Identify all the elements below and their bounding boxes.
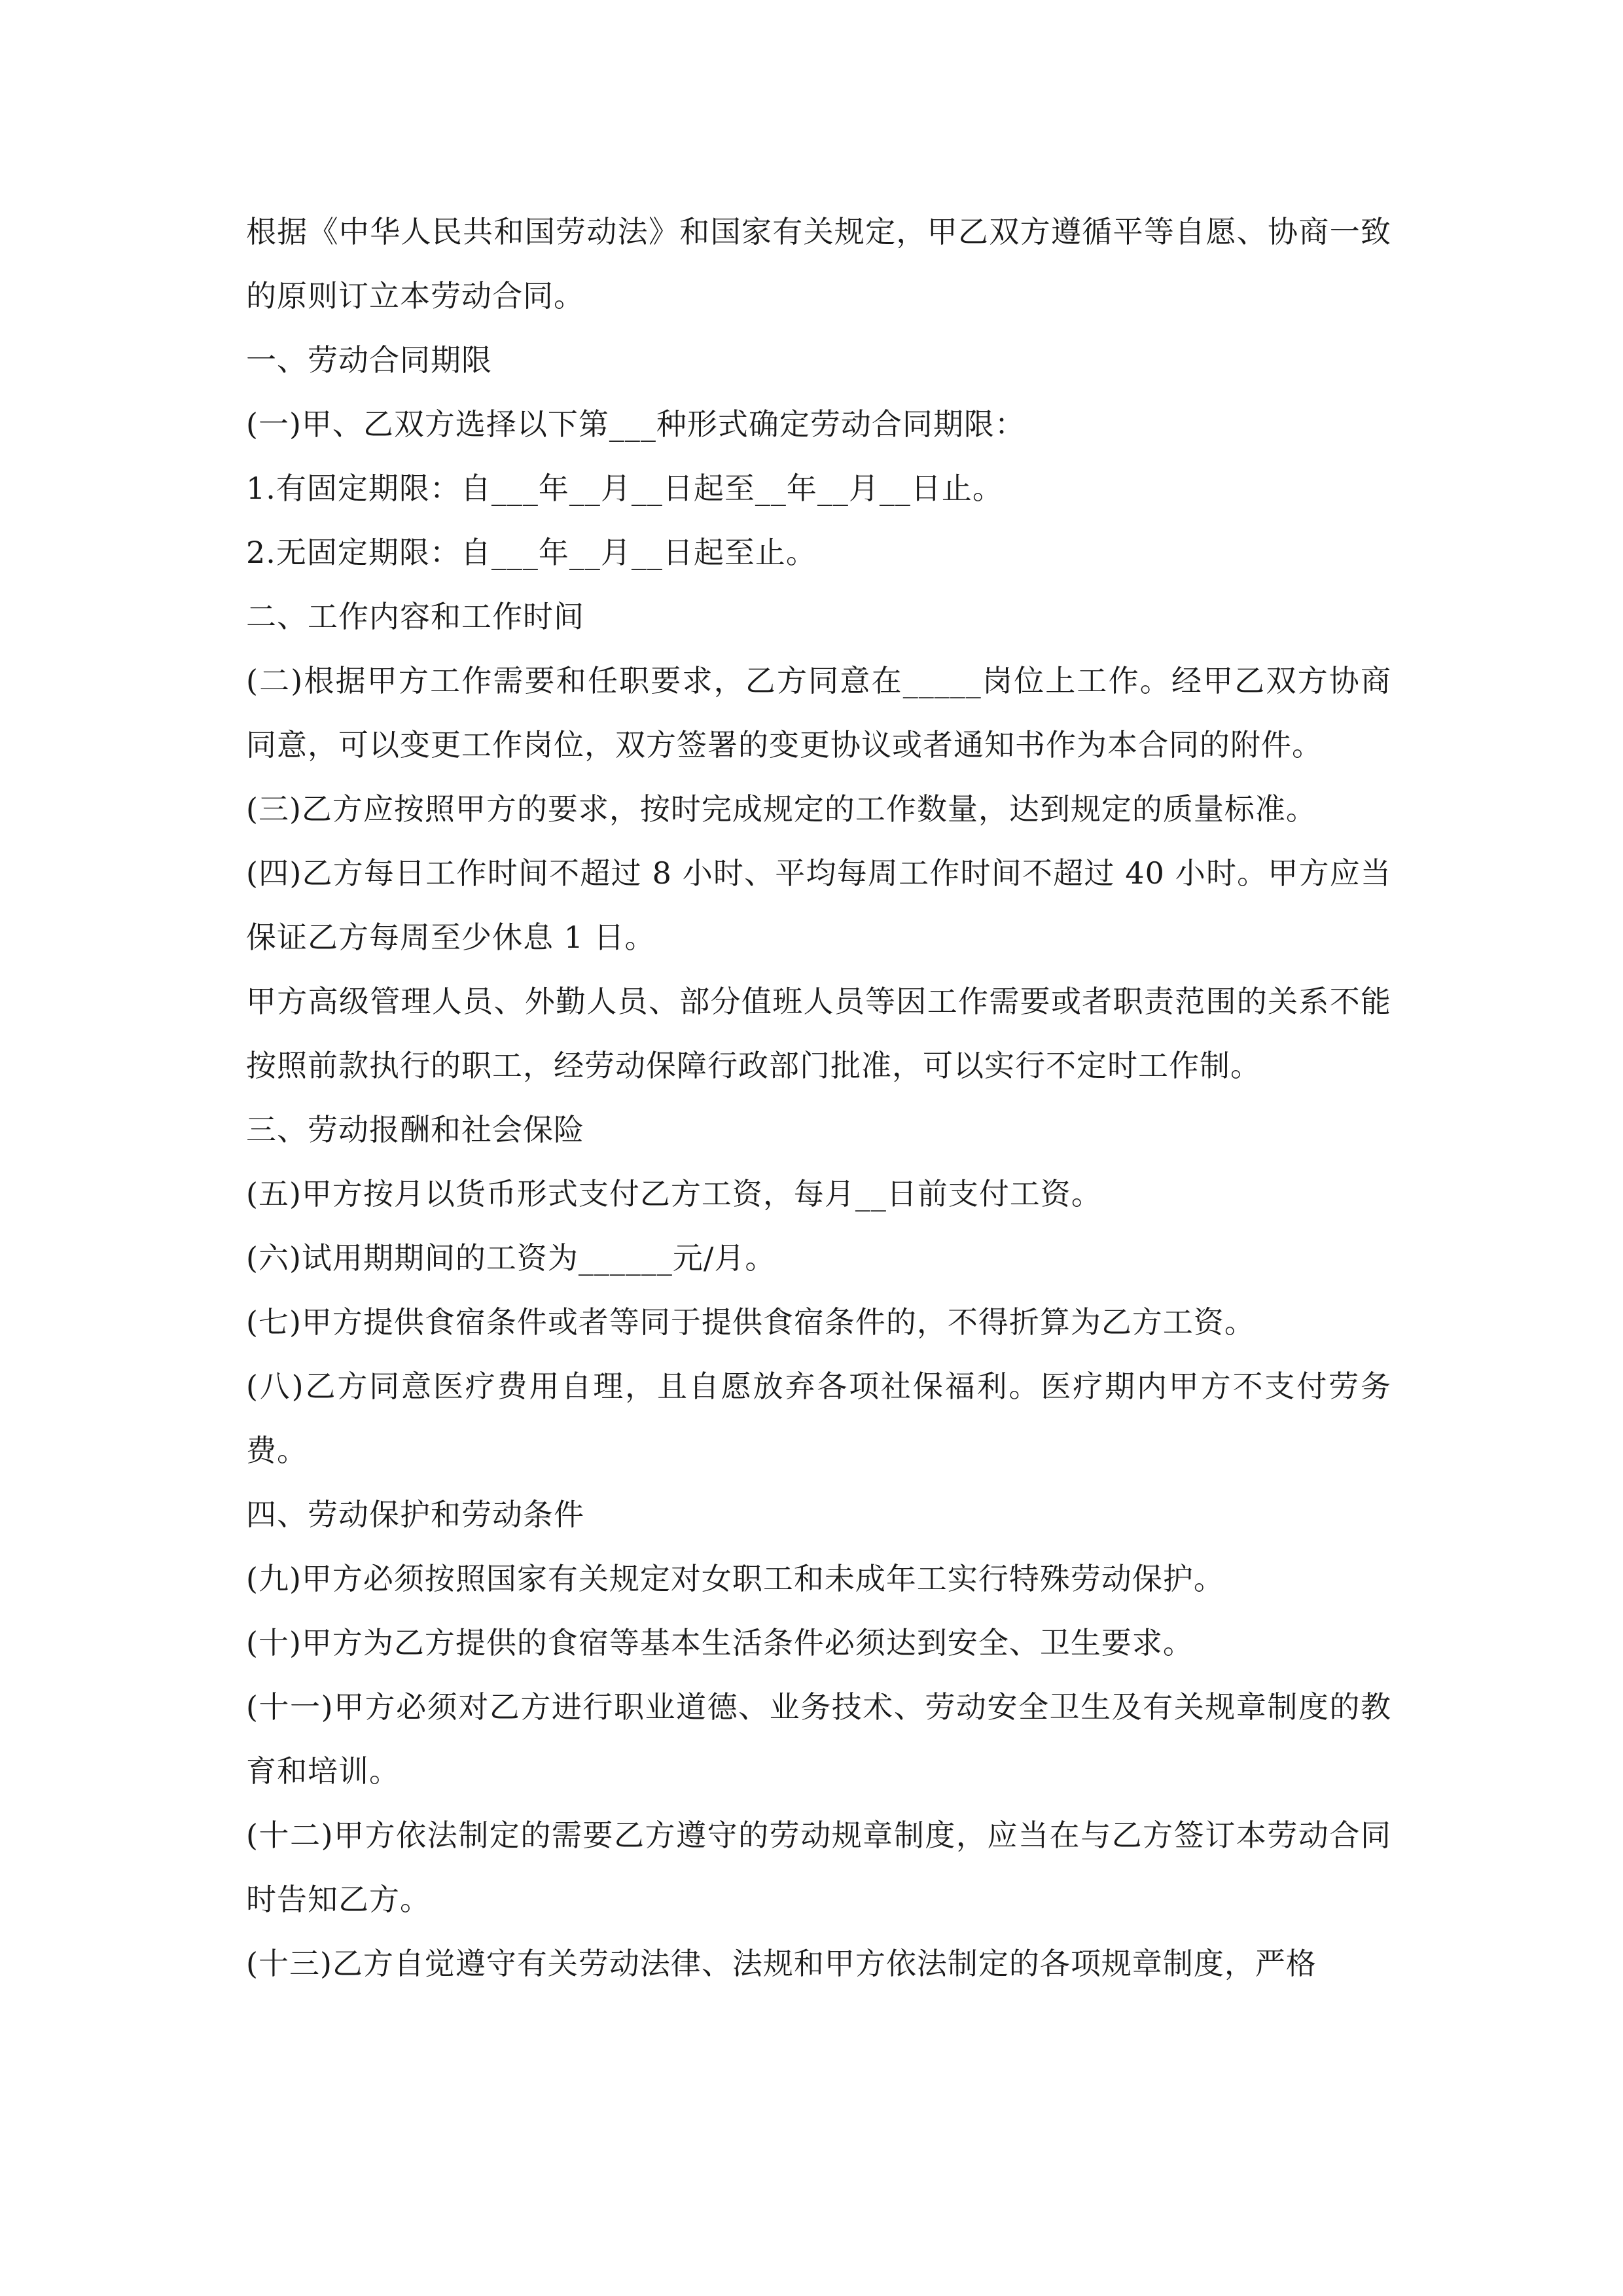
clause-7: (七)甲方提供食宿条件或者等同于提供食宿条件的，不得折算为乙方工资。 bbox=[246, 1304, 1255, 1340]
clause-13: (十三)乙方自觉遵守有关劳动法律、法规和甲方依法制定的各项规章制度，严格 bbox=[246, 1946, 1317, 1981]
clause-5: (五)甲方按月以货币形式支付乙方工资，每月__日前支付工资。 bbox=[246, 1176, 1102, 1211]
section-heading-remuneration: 三、劳动报酬和社会保险 bbox=[246, 1112, 584, 1147]
clause-12: (十二)甲方依法制定的需要乙方遵守的劳动规章制度，应当在与乙方签订本劳动合同时告知乙方。 bbox=[246, 1818, 1391, 1917]
clause-11: (十一)甲方必须对乙方进行职业道德、业务技术、劳动安全卫生及有关规章制度的教育和培训。 bbox=[246, 1689, 1391, 1789]
preamble-paragraph: 根据《中华人民共和国劳动法》和国家有关规定，甲乙双方遵循平等自愿、协商一致的原则订立本劳动合同。 bbox=[246, 214, 1391, 314]
clause-1-option-2: 2.无固定期限：自___年__月__日起至止。 bbox=[246, 535, 817, 570]
section-heading-work-content: 二、工作内容和工作时间 bbox=[246, 599, 584, 634]
clause-4-supplement: 甲方高级管理人员、外勤人员、部分值班人员等因工作需要或者职责范围的关系不能按照前款执行的职工，经劳动保障行政部门批准，可以实行不定时工作制。 bbox=[246, 984, 1391, 1083]
clause-8: (八)乙方同意医疗费用自理，且自愿放弃各项社保福利。医疗期内甲方不支付劳务费。 bbox=[246, 1369, 1391, 1468]
clause-4: (四)乙方每日工作时间不超过 8 小时、平均每周工作时间不超过 40 小时。甲方应当保证乙方每周至少休息 1 日。 bbox=[246, 855, 1391, 955]
clause-9: (九)甲方必须按照国家有关规定对女职工和未成年工实行特殊劳动保护。 bbox=[246, 1561, 1224, 1596]
clause-1-option-1: 1.有固定期限：自___年__月__日起至__年__月__日止。 bbox=[246, 471, 1003, 506]
clause-1: (一)甲、乙双方选择以下第___种形式确定劳动合同期限： bbox=[246, 406, 1026, 442]
clause-10: (十)甲方为乙方提供的食宿等基本生活条件必须达到安全、卫生要求。 bbox=[246, 1625, 1194, 1660]
document-body bbox=[246, 200, 1391, 1996]
clause-3: (三)乙方应按照甲方的要求，按时完成规定的工作数量，达到规定的质量标准。 bbox=[246, 791, 1317, 827]
section-heading-contract-term: 一、劳动合同期限 bbox=[246, 342, 492, 378]
clause-2: (二)根据甲方工作需要和任职要求，乙方同意在_____岗位上工作。经甲乙双方协商同意，可以变更工作岗位，双方签署的变更协议或者通知书作为本合同的附件。 bbox=[246, 663, 1391, 762]
clause-6: (六)试用期期间的工资为______元/月。 bbox=[246, 1240, 776, 1276]
section-heading-labor-protection: 四、劳动保护和劳动条件 bbox=[246, 1497, 584, 1532]
